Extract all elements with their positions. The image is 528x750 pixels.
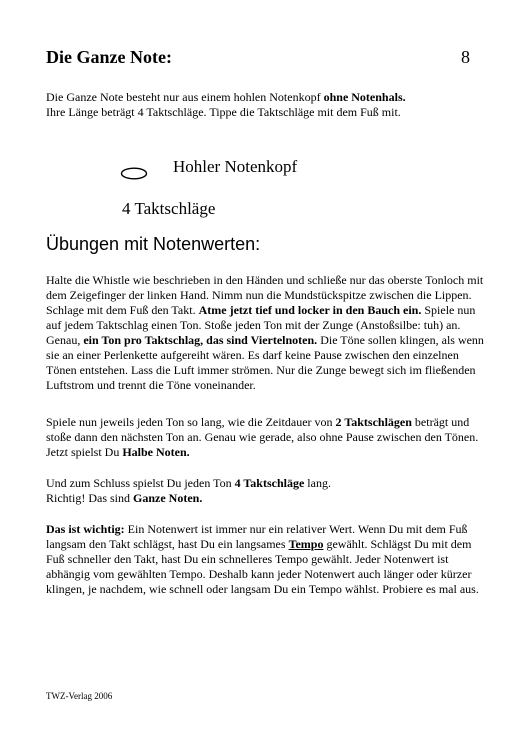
para3-text-3: Richtig! Das sind <box>46 491 133 505</box>
para2-bold-2: Halbe Noten. <box>122 445 190 459</box>
para3-text-1: Und zum Schluss spielst Du jeden Ton <box>46 476 235 490</box>
para1-bold-1: Atme jetzt tief und locker in den Bauch ein. <box>198 303 422 317</box>
para1-bold-2: ein Ton pro Taktschlag, das sind Viertelnoten. <box>83 333 318 347</box>
para2-bold-1: 2 Taktschlägen <box>335 415 412 429</box>
important-paragraph <box>46 522 486 597</box>
page-number: 8 <box>461 47 470 67</box>
para3-bold-2: Ganze Noten. <box>133 491 203 505</box>
whole-note-icon <box>120 167 148 180</box>
section-heading: Übungen mit Notenwerten: <box>46 234 261 254</box>
para2-text-2: beträgt und stoße dann den nächsten Ton an. Genau wie gerade, also ohne Pause zwischen den Tönen. Jetzt spielst Du <box>46 415 479 459</box>
exercise-paragraph-1 <box>46 273 486 393</box>
intro-paragraph <box>46 90 486 120</box>
intro-bold: ohne Notenhals. <box>323 90 406 104</box>
para4-text-1: Ein Notenwert ist immer nur ein relativer Wert. Wenn Du mit dem Fuß langsam den Takt schlägst, hast Du ein langsames <box>46 522 468 551</box>
exercise-paragraph-2 <box>46 415 486 460</box>
para1-text-1: Halte die Whistle wie beschrieben in den Händen und schließe nur das oberste Tonloch mit dem Zeigefinger der linken Hand. Nimm nun die Mundstückspitze zwischen die Lippen. Schlage mit dem Fuß den Takt. <box>46 273 484 317</box>
intro-text: Die Ganze Note besteht nur aus einem hohlen Notenkopf <box>46 90 324 104</box>
note-head-label: Hohler Notenkopf <box>173 157 298 176</box>
intro-text-2: Ihre Länge beträgt 4 Taktschläge. Tippe die Taktschläge mit dem Fuß mit. <box>46 105 401 119</box>
para4-text-2: gewählt. Schlägst Du mit dem Fuß schneller den Takt, hast Du ein schnelleres Tempo gewählt. Jeder Notenwert ist abhängig vom gewählten Tempo. Deshalb kann jeder Notenwert auch länger oder kürzer klingen, je nachdem, wie schnell oder langsam Du ein Tempo wählst. Probiere es mal aus. <box>46 537 479 596</box>
footer-publisher: TWZ-Verlag 2006 <box>46 691 113 701</box>
para1-text-3: Die Töne sollen klingen, als wenn sie an einer Perlenkette aufgereiht wären. Es darf keine Pause zwischen den einzelnen Tönen entstehen. Lass die Luft immer strömen. Nur die Zunge bewegt sich im fließenden Luftstrom und trennt die Töne voneinander. <box>46 333 484 392</box>
para3-bold-1: 4 Taktschläge <box>234 476 305 490</box>
beats-label: 4 Taktschläge <box>122 199 216 218</box>
page-title: Die Ganze Note: <box>46 47 172 67</box>
exercise-paragraph-3 <box>46 476 486 506</box>
para1-text-2: Spiele nun auf jedem Taktschlag einen Ton. Stoße jeden Ton mit der Zunge (Anstoßsilbe: tuh) an. Genau, <box>46 303 476 347</box>
para2-text-1: Spiele nun jeweils jeden Ton so lang, wie die Zeitdauer von <box>46 415 336 429</box>
para4-underline-tempo: Tempo <box>288 537 324 551</box>
para3-text-2: lang. <box>304 476 331 490</box>
para4-bold-1: Das ist wichtig: <box>46 522 125 536</box>
